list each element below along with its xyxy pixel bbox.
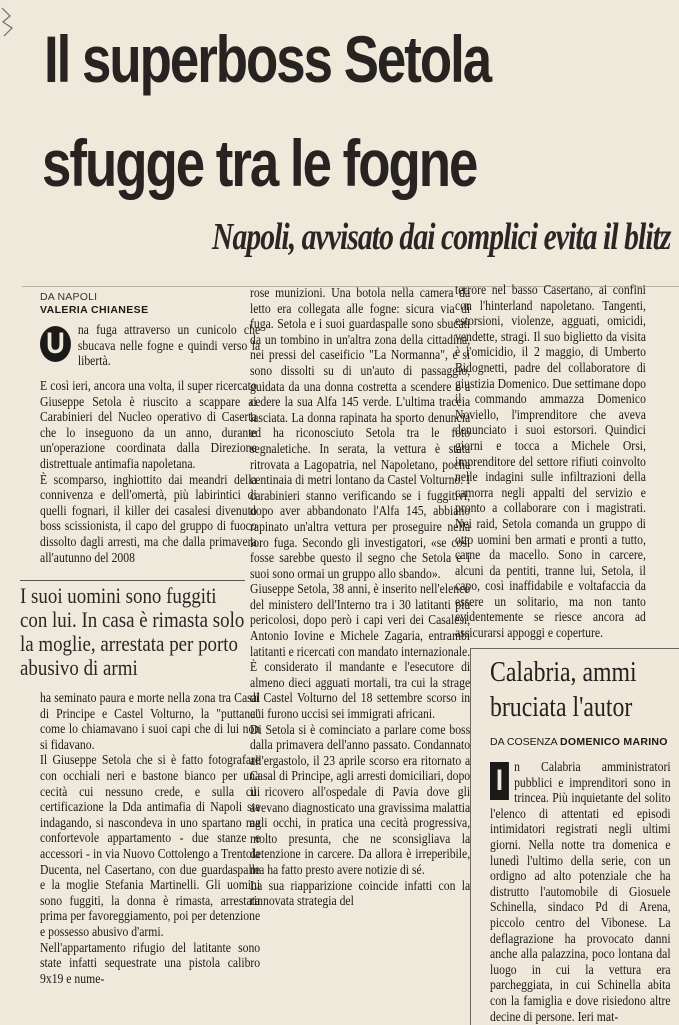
paragraph: Di Setola si è cominciato a parlare come boss dalla primavera dell'anno passato. Condannato all'ergastolo, il 23 aprile scorso era ritornato a Casal di Principe, agli arresti domiciliari, dopo il ricovero all'ospedale di Pavia dove gli avevano diagnosticato una gravissima malattia agli occhi, in pratica una cecità progressiva, molto presunta, che ne sconsigliava la detenzione in carcere. Da allora è irreperibile, ma ha fatto presto avere notizie di sé. [250, 721, 471, 877]
paragraph: terrore nel basso Casertano, ai confini con l'hinterland napoletano. Tangenti, estorsioni, violenze, agguati, omicidi, vendette, stragi. Il suo biglietto da visita è l'omicidio, il 2 maggio, di Umberto Bidognetti, padre del collaboratore di giustizia Domenico. Due settimane dopo il commando ammazza Domenico Noviello, l'imprenditore che aveva denunciato i suoi estorsori. Quindici giorni e tocca a Michele Orsi, imprenditore del settore rifiuti coinvolto nelle indagini sulle infiltrazioni della camorra negli appalti del servizio e pronto a collaborare con i magistrati. Nei raid, Setola comanda un gruppo di otto uomini ben armati e pronti a tutto, carne da macello. Sono in carcere, alcuni da pentiti, tranne lui, Setola, il capo, così inaffidabile e voltafaccia da essere un solitario, ma non tanto evidentemente se riesce ancora ad assicurarsi appoggi e coperture. [455, 282, 646, 641]
paragraph: Il Giuseppe Setola che si è fatto fotografare con occhiali neri e bastone bianco per una cecità cui nessuno crede, e sulla cui certificazione la Dda antimafia di Napoli sta indagando, si nascondeva in uno spartano ma confortevole appartamento - due stanze e accessori - in via Nuovo Cottolengo a Trentola Ducenta, nel Casertano, con due guardaspalle e la moglie Stefania Martinelli. Gli uomini sono fuggiti, la donna è rimasta, arrestata prima per favoreggiamento, poi per detenzione e possesso abusivo d'armi. [40, 752, 261, 939]
byline [40, 291, 250, 316]
pullquote-divider [20, 580, 245, 581]
sidebar-title-line-2: bruciata l'autor [490, 691, 633, 723]
sidebar-paragraph: n Calabria amministratori pubblici e imprenditori sono in trincea. Più inquietante del solito l'elenco di attentati ed episodi intimidatori registrati negli ultimi giorni. Nella notte tra domenica e lunedì l'ultimo della serie, con un ordigno ad alto potenziale che ha distrutto l'automobile di Giosuele Schinella, sindaco Pd di Arena, piccolo centro del Vibonese. La deflagrazione ha provocato danni anche alla palazzina, poco lontana dal luogo in cui la vettura era parcheggiata, in cui Schinella abita con la famiglia e dove risiedono altre decine di persone. Ieri mat- [490, 759, 671, 1024]
paragraph: rose munizioni. Una botola nella camera da letto era collegata alle fogne: sicura via di fuga. Setola e i suoi guardaspalle sono sbucati da un tombino in un'altra zona della cittadina, nei pressi del caseificio "La Normanna", e si sono dissolti su di un'auto di passaggio, guidata da una donna costretta a scendere e a cedere la sua Alfa 145 verde. L'ultima traccia lasciata. La donna rapinata ha sporto denuncia ed ha riconosciuto Setola tra le foto segnaletiche. In serata, la vettura è stata ritrovata a Lagopatria, nel Napoletano, poche centinaia di metri lontano da Castel Volturno. I carabinieri stanno verificando se i fuggitivi, dopo aver abbandonato l'Alfa 145, abbiano rapinato un'altra vettura per proseguire nella loro fuga. Secondo gli investigatori, «se così fosse sarebbe questo il segno che Setola e i suoi sono ormai un gruppo allo sbando». [250, 285, 471, 581]
article-column-1-bottom [40, 690, 260, 986]
article-column-2 [250, 285, 470, 909]
lead-text: na fuga attraverso un cunicolo che sbucava nelle fogne e quindi verso la libertà. [77, 322, 261, 369]
paragraph: ha seminato paura e morte nella zona tra Casal di Principe e Castel Volturno, la "puttana" come lo chiamavano i suoi capi che di lui non si fidavano. [40, 690, 261, 752]
sidebar-byline [490, 736, 668, 748]
byline-source: DA NAPOLI [40, 291, 98, 303]
pen-scribble-mark [0, 6, 20, 40]
article-column-3 [455, 282, 646, 641]
article-column-1-top [40, 378, 257, 565]
sidebar-dropcap-letter: I [490, 762, 509, 800]
sidebar-byline-author: DOMENICO MARINO [560, 736, 668, 748]
paragraph: Nell'appartamento rifugio del latitante sono state infatti sequestrate una pistola calibro 9x19 e nume- [40, 939, 261, 986]
headline-line-2: sfugge tra le fogne [42, 126, 477, 200]
paragraph: Giuseppe Setola, 38 anni, è inserito nell'elenco del ministero dell'Interno tra i 30 latitanti più pericolosi, dopo però i capi veri dei Casalesi, Antonio Iovine e Michele Zagaria, entrambi latitanti e ricercati con mandato internazionale. È considerato il mandante e l'esecutore di almeno dieci agguati mortali, tra cui la strage di Castel Volturno del 18 settembre scorso in cui furono uccisi sei immigrati africani. [250, 581, 471, 722]
sidebar-text [490, 759, 671, 1024]
dropcap-letter: U [40, 326, 71, 362]
sidebar-title-line-1: Calabria, ammi [490, 656, 637, 688]
headline-line-1: Il superboss Setola [44, 22, 491, 96]
subheadline: Napoli, avvisato dai complici evita il blitz [212, 216, 671, 258]
paragraph: E così ieri, ancora una volta, il super ricercato Giuseppe Setola è riuscito a scappare ai Carabinieri del Nucleo operativo di Caserta che lo inseguono da un anno, durante un'operazione coordinata dalla Direzione distrettuale antimafia napoletana. [40, 378, 257, 471]
pull-quote: I suoi uomini sono fuggiti con lui. In casa è rimasta solo la moglie, arrestata per porto abusivo di armi [20, 583, 245, 680]
paragraph: È scomparso, inghiottito dai meandri della connivenza e dell'omertà, più labirintici di quelli fognari, il killer dei casalesi divenuto boss scissionista, il capo del gruppo di fuoco dissolto dagli arresti, ma che dalla primavera all'autunno del 2008 [40, 471, 257, 565]
byline-author: VALERIA CHIANESE [40, 304, 149, 316]
paragraph: La sua riapparizione coincide infatti con la rinnovata strategia del [250, 877, 471, 909]
article-lead [40, 322, 260, 369]
sidebar-byline-source: DA COSENZA [490, 736, 558, 748]
sidebar-title [490, 655, 679, 725]
